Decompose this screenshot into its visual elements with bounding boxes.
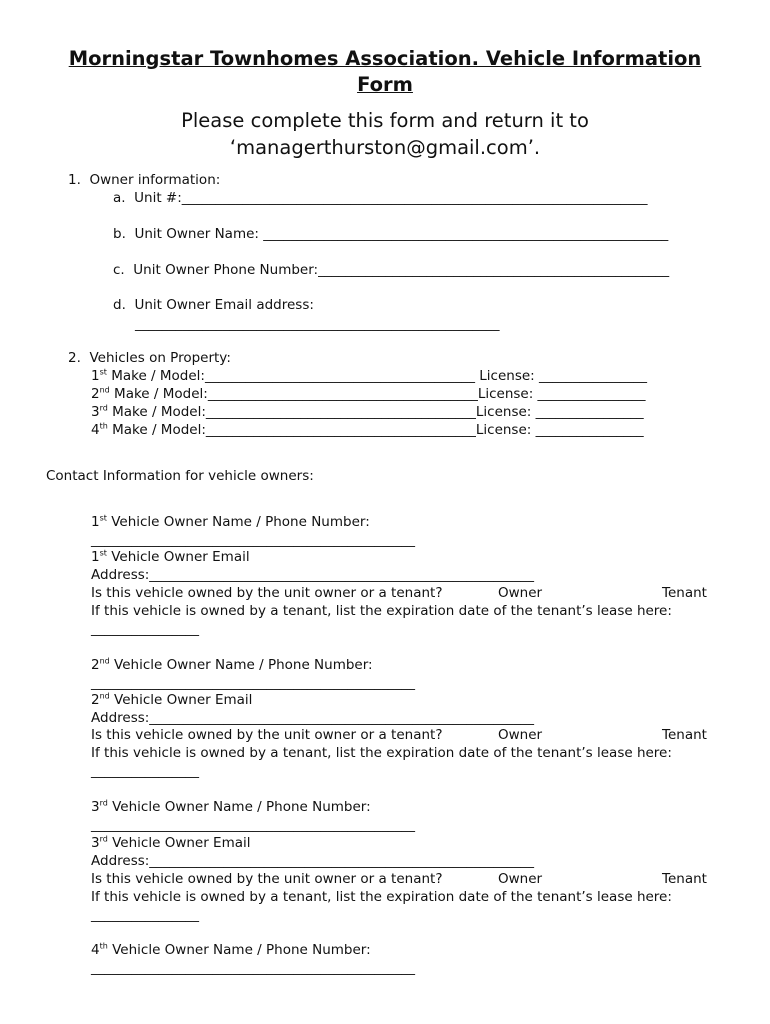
form-title-line2: Form [357, 73, 413, 96]
lease-question: If this vehicle is owned by a tenant, list the expiration date of the tenant’s lease here: [91, 889, 672, 905]
vehicle-owner-address-field[interactable]: Address:_________________________________________________________ [91, 853, 535, 869]
lease-question: If this vehicle is owned by a tenant, list the expiration date of the tenant’s lease here: [91, 745, 672, 761]
vehicle-owner-email-label: 3rd Vehicle Owner Email [91, 834, 251, 851]
form-title-line1: Morningstar Townhomes Association. Vehicle Information [68, 47, 702, 70]
vehicle-owner-address-field[interactable]: Address:_________________________________________________________ [91, 567, 535, 583]
instructions-line1: Please complete this form and return it to [181, 109, 589, 132]
vehicle-owner-address-field[interactable]: Address:_________________________________________________________ [91, 710, 535, 726]
unit-owner-name-field[interactable]: b. Unit Owner Name: ____________________________________________________________ [113, 226, 669, 242]
instructions-line2: ‘managerthurston@gmail.com’. [229, 136, 541, 159]
tenant-option[interactable]: Tenant [662, 585, 707, 601]
owner-info-heading: 1. Owner information: [68, 172, 221, 188]
unit-number-field[interactable]: a. Unit #:_____________________________________________________________________ [113, 190, 648, 206]
owner-option[interactable]: Owner [498, 871, 543, 887]
tenant-option[interactable]: Tenant [662, 871, 707, 887]
unit-owner-phone-field[interactable]: c. Unit Owner Phone Number:____________________________________________________ [113, 262, 670, 278]
vehicle-owner-name-label: 4th Vehicle Owner Name / Phone Number: [91, 941, 371, 958]
vehicle-row[interactable]: 4th Make / Model:________________________________________License: ________________ [91, 421, 644, 438]
lease-expiration-field[interactable]: ________________ [91, 907, 199, 923]
owner-option[interactable]: Owner [498, 585, 543, 601]
vehicle-owner-email-label: 2nd Vehicle Owner Email [91, 691, 253, 708]
lease-expiration-field[interactable]: ________________ [91, 621, 199, 637]
lease-expiration-field[interactable]: ________________ [91, 763, 199, 779]
vehicle-owner-email-label: 1st Vehicle Owner Email [91, 548, 250, 565]
vehicle-row[interactable]: 3rd Make / Model:________________________________________License: ________________ [91, 403, 644, 420]
unit-owner-email-field[interactable]: ______________________________________________________ [135, 316, 500, 332]
vehicle-owner-name-label: 2nd Vehicle Owner Name / Phone Number: [91, 656, 373, 673]
ownership-question: Is this vehicle owned by the unit owner or a tenant? [91, 727, 443, 743]
owner-option[interactable]: Owner [498, 727, 543, 743]
vehicle-owner-name-field[interactable]: ________________________________________________ [91, 817, 415, 833]
vehicle-owner-name-label: 1st Vehicle Owner Name / Phone Number: [91, 513, 370, 530]
vehicle-owner-name-field[interactable]: ________________________________________________ [91, 675, 415, 691]
contact-info-heading: Contact Information for vehicle owners: [46, 468, 314, 484]
ownership-question: Is this vehicle owned by the unit owner or a tenant? [91, 585, 443, 601]
vehicle-owner-name-field[interactable]: ________________________________________________ [91, 960, 415, 976]
vehicle-owner-name-field[interactable]: ________________________________________________ [91, 532, 415, 548]
ownership-question: Is this vehicle owned by the unit owner or a tenant? [91, 871, 443, 887]
vehicles-heading: 2. Vehicles on Property: [68, 350, 231, 366]
lease-question: If this vehicle is owned by a tenant, list the expiration date of the tenant’s lease here: [91, 603, 672, 619]
unit-owner-email-label: d. Unit Owner Email address: [113, 297, 314, 313]
vehicle-row[interactable]: 2nd Make / Model:________________________________________License: ________________ [91, 385, 646, 402]
tenant-option[interactable]: Tenant [662, 727, 707, 743]
vehicle-owner-name-label: 3rd Vehicle Owner Name / Phone Number: [91, 798, 371, 815]
vehicle-row[interactable]: 1st Make / Model:________________________________________ License: ________________ [91, 367, 647, 384]
